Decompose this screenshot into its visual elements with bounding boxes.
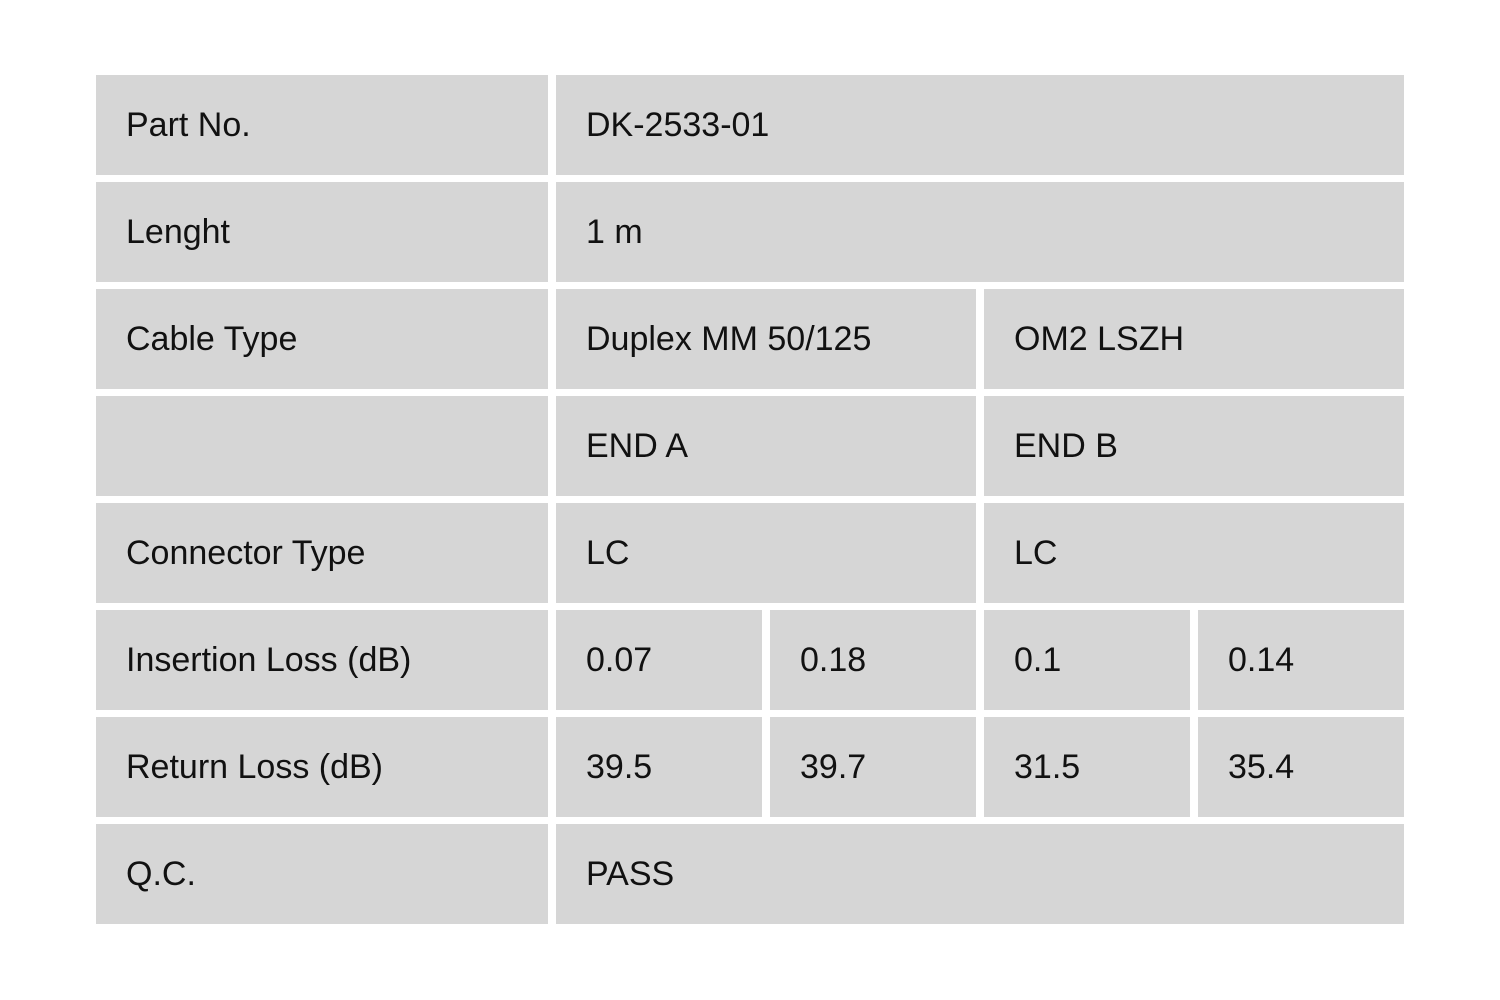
table-row-length [96, 182, 1404, 282]
table-row-part-no [96, 75, 1404, 175]
insertion-loss-end-b-1: 0.1 [984, 610, 1190, 710]
insertion-loss-end-b-2: 0.14 [1198, 610, 1404, 710]
connector-type-label: Connector Type [96, 503, 548, 603]
table-row-qc [96, 824, 1404, 924]
length-label: Lenght [96, 182, 548, 282]
end-a-header: END A [556, 396, 976, 496]
return-loss-end-a-2: 39.7 [770, 717, 976, 817]
length-value: 1 m [556, 182, 1404, 282]
table-row-insertion-loss [96, 610, 1404, 710]
insertion-loss-label: Insertion Loss (dB) [96, 610, 548, 710]
cable-type-label: Cable Type [96, 289, 548, 389]
insertion-loss-end-a-2: 0.18 [770, 610, 976, 710]
return-loss-label: Return Loss (dB) [96, 717, 548, 817]
spec-table [88, 68, 1412, 931]
table-row-return-loss [96, 717, 1404, 817]
return-loss-end-b-1: 31.5 [984, 717, 1190, 817]
return-loss-end-a-1: 39.5 [556, 717, 762, 817]
end-b-header: END B [984, 396, 1404, 496]
part-no-label: Part No. [96, 75, 548, 175]
part-no-value: DK-2533-01 [556, 75, 1404, 175]
cable-type-value-1: Duplex MM 50/125 [556, 289, 976, 389]
insertion-loss-end-a-1: 0.07 [556, 610, 762, 710]
table-row-cable-type [96, 289, 1404, 389]
table-row-connector-type [96, 503, 1404, 603]
connector-type-end-a: LC [556, 503, 976, 603]
empty-cell [96, 396, 548, 496]
cable-type-value-2: OM2 LSZH [984, 289, 1404, 389]
qc-value: PASS [556, 824, 1404, 924]
return-loss-end-b-2: 35.4 [1198, 717, 1404, 817]
qc-label: Q.C. [96, 824, 548, 924]
connector-type-end-b: LC [984, 503, 1404, 603]
table-row-end-headers [96, 396, 1404, 496]
